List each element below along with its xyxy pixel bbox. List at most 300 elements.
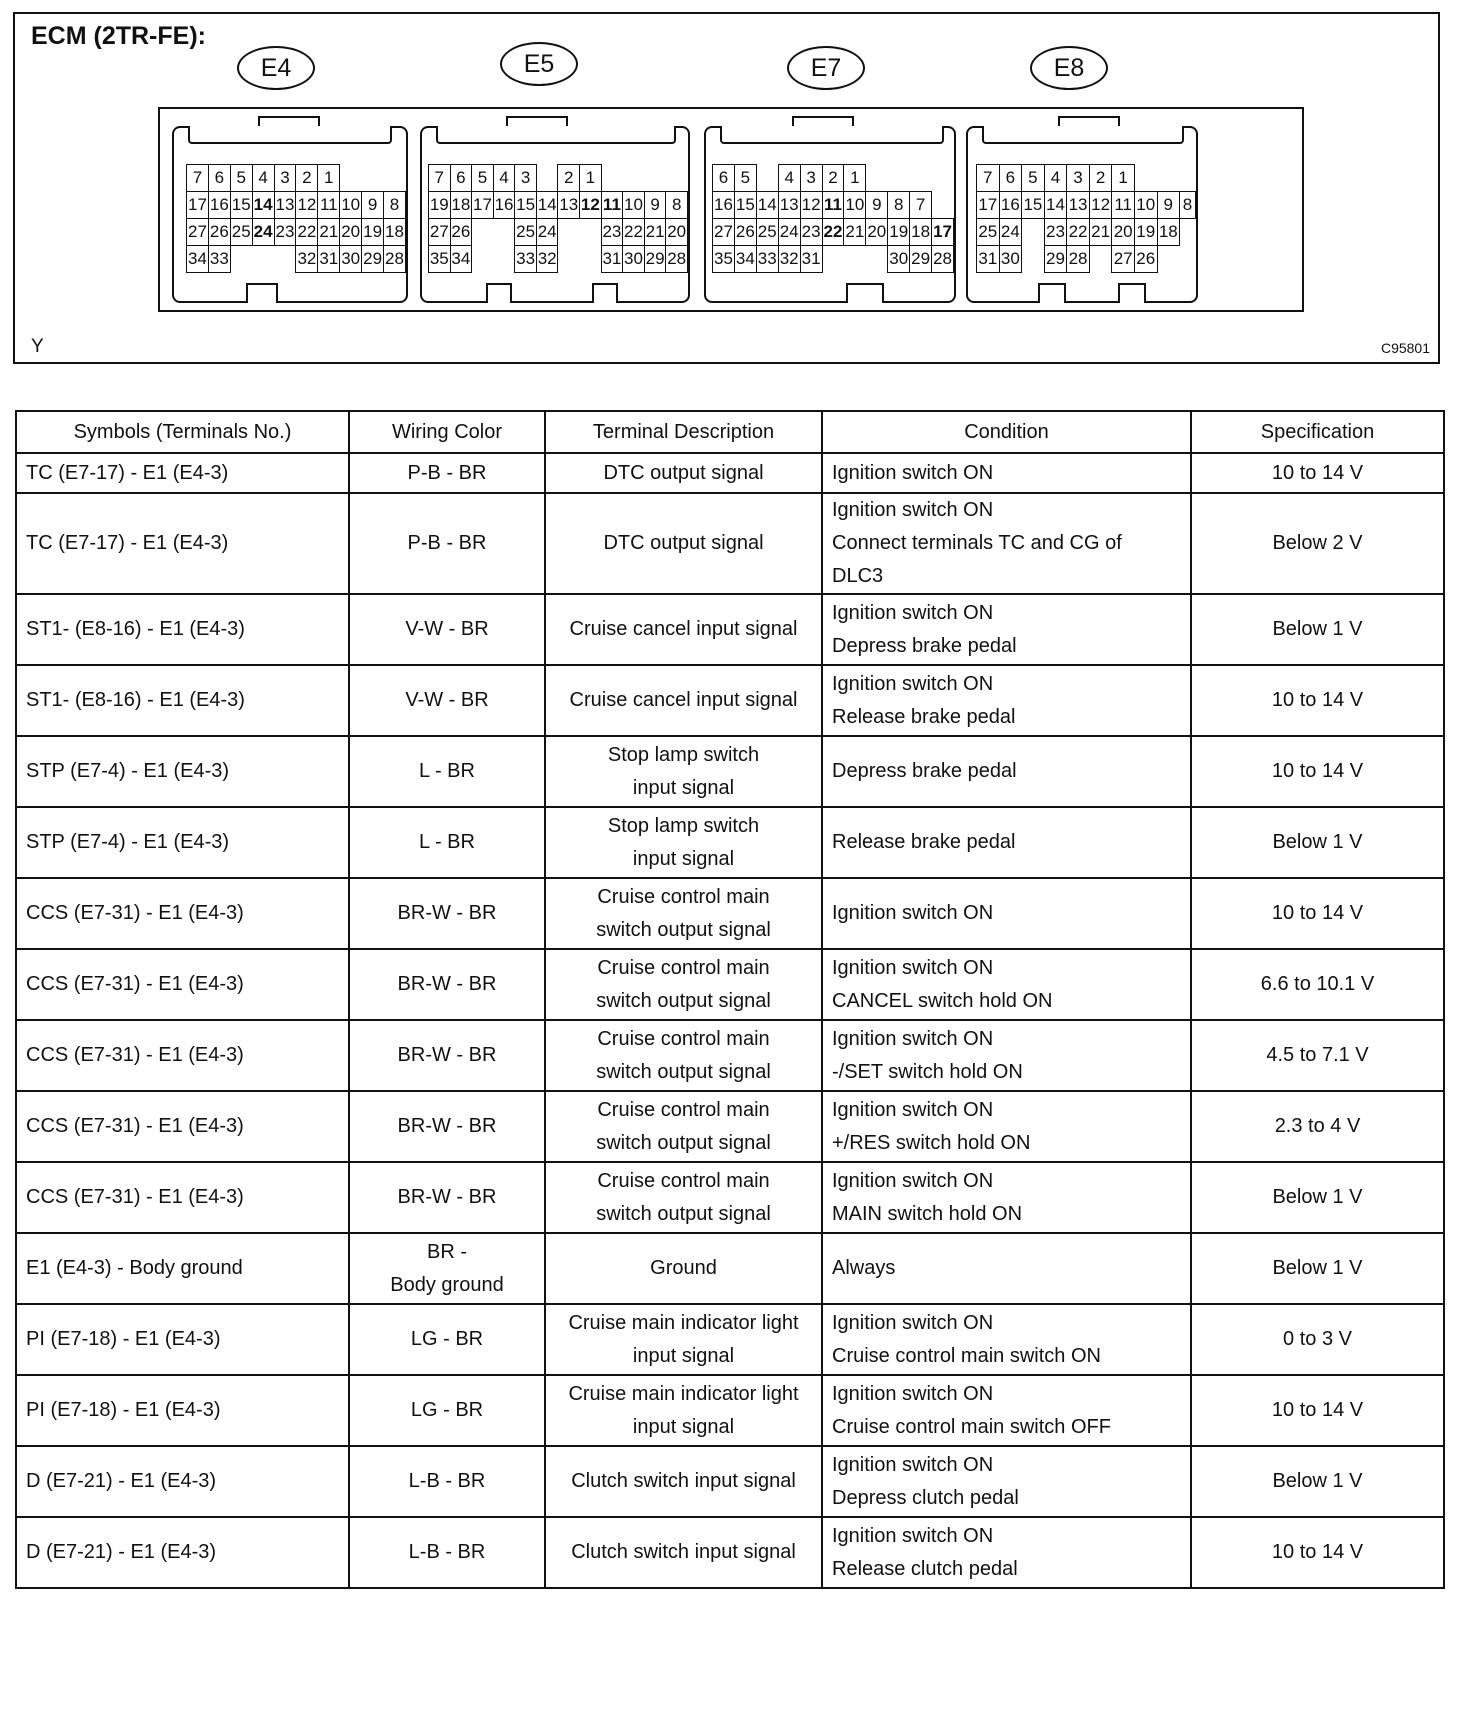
pin-row: [187, 192, 406, 219]
cell-wiring-color-line: BR-W - BR: [397, 1186, 497, 1208]
cell-terminal-description: [545, 493, 822, 594]
pin-e7-34: 34: [734, 246, 756, 273]
pin-e5-6: 6: [450, 165, 472, 192]
pin-gap: [580, 246, 602, 273]
table-body: [16, 453, 1444, 1588]
cell-wiring-color: [349, 594, 545, 665]
cell-condition-line: Ignition switch ON: [832, 672, 994, 695]
pin-e8-31: 31: [977, 246, 1000, 273]
cell-condition: [822, 665, 1191, 736]
cell-symbols: PI (E7-18) - E1 (E4-3): [16, 1304, 349, 1375]
pin-row: [977, 192, 1196, 219]
pin-gap: [274, 246, 296, 273]
pin-e4-17: 17: [187, 192, 209, 219]
cell-condition-line: Ignition switch ON: [832, 1169, 994, 1192]
pin-gap: [536, 165, 558, 192]
pin-e4-8: 8: [384, 192, 406, 219]
cell-wiring-color-line: BR-W - BR: [397, 902, 497, 924]
pin-e5-29: 29: [644, 246, 666, 273]
cell-wiring-color: [349, 493, 545, 594]
cell-symbols: CCS (E7-31) - E1 (E4-3): [16, 1020, 349, 1091]
table-row: [16, 1375, 1444, 1446]
table-row: [16, 878, 1444, 949]
table-row: [16, 1304, 1444, 1375]
pin-e8-17: 17: [977, 192, 1000, 219]
cell-symbols: E1 (E4-3) - Body ground: [16, 1233, 349, 1304]
pin-e5-34: 34: [450, 246, 472, 273]
pin-e8-27: 27: [1112, 246, 1135, 273]
cell-condition-line: Always: [832, 1257, 896, 1279]
cell-wiring-color-line: P-B - BR: [407, 532, 487, 554]
cell-terminal-description-line: input signal: [632, 1344, 735, 1367]
cell-terminal-description-line: Cruise control main: [597, 1027, 770, 1050]
pin-e7-3: 3: [800, 165, 822, 192]
pin-row: [977, 165, 1196, 192]
pin-e8-18: 18: [1157, 219, 1180, 246]
pin-e4-14: 14: [252, 192, 274, 219]
cell-condition-line: Release brake pedal: [832, 705, 1016, 728]
cell-condition: [822, 1304, 1191, 1375]
pin-e8-29: 29: [1044, 246, 1067, 273]
connector-label-e7: E7: [787, 46, 865, 90]
cell-wiring-color: [349, 1304, 545, 1375]
cell-condition-line: Release clutch pedal: [832, 1557, 1018, 1580]
pin-e5-8: 8: [666, 192, 688, 219]
cell-terminal-description-line: Cruise control main: [597, 1169, 770, 1192]
pin-e8-19: 19: [1134, 219, 1157, 246]
pin-gap: [866, 246, 888, 273]
pin-e8-6: 6: [999, 165, 1022, 192]
pin-e4-23: 23: [274, 219, 296, 246]
cell-terminal-description: [545, 1162, 822, 1233]
cell-terminal-description: [545, 1020, 822, 1091]
pin-e7-1: 1: [844, 165, 866, 192]
pin-e4-2: 2: [296, 165, 318, 192]
cell-symbols: CCS (E7-31) - E1 (E4-3): [16, 949, 349, 1020]
connector-keyway: [188, 126, 392, 144]
pin-e8-4: 4: [1044, 165, 1067, 192]
pin-e7-16: 16: [713, 192, 735, 219]
pin-e5-1: 1: [580, 165, 602, 192]
pin-e5-26: 26: [450, 219, 472, 246]
cell-symbols: TC (E7-17) - E1 (E4-3): [16, 453, 349, 493]
pin-e8-16: 16: [999, 192, 1022, 219]
cell-wiring-color: [349, 1091, 545, 1162]
pin-e4-6: 6: [208, 165, 230, 192]
table-header-row: [16, 411, 1444, 453]
cell-condition-line: DLC3: [832, 565, 884, 587]
pin-gap: [558, 246, 580, 273]
pin-e5-10: 10: [623, 192, 645, 219]
pin-e4-24: 24: [252, 219, 274, 246]
pin-e5-27: 27: [429, 219, 451, 246]
cell-wiring-color-line: BR-W - BR: [397, 1044, 497, 1066]
pin-e8-23: 23: [1044, 219, 1067, 246]
cell-condition-line: Ignition switch ON: [832, 1382, 994, 1405]
cell-specification: 4.5 to 7.1 V: [1191, 1020, 1444, 1091]
cell-specification: 10 to 14 V: [1191, 878, 1444, 949]
pin-gap: [844, 246, 866, 273]
pin-row: [187, 219, 406, 246]
header-terminal-description: Terminal Description: [545, 411, 822, 453]
pin-e8-5: 5: [1022, 165, 1045, 192]
pin-e4-20: 20: [340, 219, 362, 246]
cell-terminal-description-line: Cruise cancel input signal: [569, 618, 798, 640]
cell-terminal-description-line: Cruise main indicator light: [568, 1382, 799, 1405]
cell-condition-line: Ignition switch ON: [832, 956, 994, 979]
cell-specification: Below 1 V: [1191, 1162, 1444, 1233]
cell-condition: [822, 1517, 1191, 1588]
cell-terminal-description: [545, 807, 822, 878]
pin-e4-18: 18: [384, 219, 406, 246]
pin-gap: [1089, 246, 1112, 273]
cell-condition-line: Depress brake pedal: [832, 634, 1017, 657]
pin-e5-22: 22: [623, 219, 645, 246]
cell-symbols: ST1- (E8-16) - E1 (E4-3): [16, 594, 349, 665]
cell-wiring-color: [349, 807, 545, 878]
pin-e7-21: 21: [844, 219, 866, 246]
connector-label-e8: E8: [1030, 46, 1108, 90]
cell-specification: Below 2 V: [1191, 493, 1444, 594]
pin-e5-21: 21: [644, 219, 666, 246]
pin-e4-15: 15: [230, 192, 252, 219]
cell-terminal-description-line: Stop lamp switch: [607, 743, 760, 766]
pin-e4-5: 5: [230, 165, 252, 192]
pin-grid-e4: [186, 164, 406, 273]
pin-e8-22: 22: [1067, 219, 1090, 246]
pin-e8-28: 28: [1067, 246, 1090, 273]
cell-terminal-description-line: switch output signal: [596, 989, 771, 1012]
pin-e5-16: 16: [493, 192, 515, 219]
pin-e4-13: 13: [274, 192, 296, 219]
cell-condition: [822, 736, 1191, 807]
cell-terminal-description-line: input signal: [632, 1415, 735, 1438]
cell-condition-line: CANCEL switch hold ON: [832, 989, 1053, 1012]
pin-e7-15: 15: [734, 192, 756, 219]
pin-e8-10: 10: [1134, 192, 1157, 219]
pin-e4-3: 3: [274, 165, 296, 192]
pin-e8-2: 2: [1089, 165, 1112, 192]
cell-condition-line: Ignition switch ON: [832, 1027, 994, 1050]
cell-symbols: STP (E7-4) - E1 (E4-3): [16, 736, 349, 807]
pin-e5-7: 7: [429, 165, 451, 192]
pin-e4-31: 31: [318, 246, 340, 273]
pin-gap: [472, 246, 494, 273]
pin-row: [429, 192, 688, 219]
table-row: [16, 665, 1444, 736]
pin-e8-14: 14: [1044, 192, 1067, 219]
pin-e4-4: 4: [252, 165, 274, 192]
pin-gap: [230, 246, 252, 273]
cell-condition-line: Ignition switch ON: [832, 461, 994, 484]
pin-e7-35: 35: [713, 246, 735, 273]
pin-e5-11: 11: [601, 192, 623, 219]
pin-e7-13: 13: [778, 192, 800, 219]
pin-e7-27: 27: [713, 219, 735, 246]
pin-gap: [493, 246, 515, 273]
table-row: [16, 1446, 1444, 1517]
pin-e4-1: 1: [318, 165, 340, 192]
pin-e7-26: 26: [734, 219, 756, 246]
cell-wiring-color: [349, 878, 545, 949]
cell-condition-line: Ignition switch ON: [832, 902, 994, 924]
pin-e7-22: 22: [822, 219, 844, 246]
cell-symbols: STP (E7-4) - E1 (E4-3): [16, 807, 349, 878]
cell-wiring-color-line: LG - BR: [410, 1399, 484, 1421]
table-row: [16, 1091, 1444, 1162]
connector-notch: [846, 283, 884, 303]
pin-gap: [493, 219, 515, 246]
pin-row: [429, 246, 688, 273]
cell-specification: 2.3 to 4 V: [1191, 1091, 1444, 1162]
pin-e8-11: 11: [1112, 192, 1135, 219]
pin-e4-30: 30: [340, 246, 362, 273]
pin-row: [713, 192, 954, 219]
cell-condition: [822, 594, 1191, 665]
cell-terminal-description: [545, 878, 822, 949]
pin-row: [977, 246, 1196, 273]
pin-e8-7: 7: [977, 165, 1000, 192]
connector-e4: [172, 126, 408, 303]
cell-specification: 10 to 14 V: [1191, 736, 1444, 807]
cell-condition: [822, 453, 1191, 493]
cell-wiring-color-line: LG - BR: [410, 1328, 484, 1350]
cell-terminal-description-line: switch output signal: [596, 1131, 771, 1154]
pin-row: [713, 246, 954, 273]
pin-e5-23: 23: [601, 219, 623, 246]
cell-condition-line: Cruise control main switch ON: [832, 1344, 1101, 1367]
pin-e4-33: 33: [208, 246, 230, 273]
connector-keyway: [436, 126, 676, 144]
pin-e7-20: 20: [866, 219, 888, 246]
cell-symbols: CCS (E7-31) - E1 (E4-3): [16, 1162, 349, 1233]
cell-terminal-description-line: Stop lamp switch: [607, 814, 760, 837]
pin-e8-30: 30: [999, 246, 1022, 273]
connector-e5: [420, 126, 690, 303]
table-row: [16, 594, 1444, 665]
cell-wiring-color-line: V-W - BR: [405, 689, 489, 711]
connector-label-e5: E5: [500, 42, 578, 86]
cell-wiring-color: [349, 665, 545, 736]
connector-keyway: [982, 126, 1184, 144]
table-row: [16, 1020, 1444, 1091]
header-symbols: Symbols (Terminals No.): [16, 411, 349, 453]
cell-terminal-description-line: input signal: [632, 847, 735, 870]
pin-e5-5: 5: [472, 165, 494, 192]
cell-terminal-description: [545, 594, 822, 665]
pin-e5-14: 14: [536, 192, 558, 219]
cell-specification: 0 to 3 V: [1191, 1304, 1444, 1375]
pin-row: [977, 219, 1196, 246]
pin-e7-5: 5: [734, 165, 756, 192]
pin-gap: [252, 246, 274, 273]
pin-e4-34: 34: [187, 246, 209, 273]
cell-terminal-description-line: Cruise cancel input signal: [569, 689, 798, 711]
pin-e8-3: 3: [1067, 165, 1090, 192]
cell-terminal-description-line: Cruise control main: [597, 956, 770, 979]
cell-terminal-description-line: Cruise main indicator light: [568, 1311, 799, 1334]
cell-symbols: TC (E7-17) - E1 (E4-3): [16, 493, 349, 594]
pin-row: [187, 165, 406, 192]
cell-terminal-description: [545, 736, 822, 807]
cell-condition-line: Ignition switch ON: [832, 601, 994, 624]
cell-terminal-description: [545, 665, 822, 736]
pin-row: [429, 165, 688, 192]
cell-condition: [822, 493, 1191, 594]
cell-condition-line: Ignition switch ON: [832, 1098, 994, 1121]
table-row: [16, 949, 1444, 1020]
pin-e7-6: 6: [713, 165, 735, 192]
pin-e4-26: 26: [208, 219, 230, 246]
connector-notch: [1118, 283, 1146, 303]
cell-symbols: CCS (E7-31) - E1 (E4-3): [16, 1091, 349, 1162]
table-row: [16, 1233, 1444, 1304]
cell-wiring-color: [349, 453, 545, 493]
table-row: [16, 736, 1444, 807]
pin-gap: [756, 165, 778, 192]
pin-gap: [472, 219, 494, 246]
pin-grid-e8: [976, 164, 1196, 273]
pin-e7-33: 33: [756, 246, 778, 273]
table-row: [16, 1517, 1444, 1588]
cell-wiring-color: [349, 1517, 545, 1588]
pin-e4-7: 7: [187, 165, 209, 192]
cell-specification: Below 1 V: [1191, 594, 1444, 665]
header-condition: Condition: [822, 411, 1191, 453]
pin-row: [713, 219, 954, 246]
pin-e8-1: 1: [1112, 165, 1135, 192]
pin-e5-33: 33: [515, 246, 537, 273]
pin-e7-32: 32: [778, 246, 800, 273]
cell-condition-line: Depress clutch pedal: [832, 1486, 1019, 1509]
cell-specification: 10 to 14 V: [1191, 1517, 1444, 1588]
cell-condition: [822, 1375, 1191, 1446]
cell-condition: [822, 1020, 1191, 1091]
pin-e5-35: 35: [429, 246, 451, 273]
pin-e7-30: 30: [888, 246, 910, 273]
pin-e7-31: 31: [800, 246, 822, 273]
cell-condition-line: Release brake pedal: [832, 831, 1016, 853]
cell-terminal-description: [545, 1446, 822, 1517]
pin-e8-8: 8: [1180, 192, 1196, 219]
cell-condition-line: Depress brake pedal: [832, 760, 1017, 782]
pin-e8-21: 21: [1089, 219, 1112, 246]
connector-label-e4: E4: [237, 46, 315, 90]
pin-e8-20: 20: [1112, 219, 1135, 246]
pin-e8-24: 24: [999, 219, 1022, 246]
pin-e7-4: 4: [778, 165, 800, 192]
cell-symbols: D (E7-21) - E1 (E4-3): [16, 1517, 349, 1588]
pin-e5-18: 18: [450, 192, 472, 219]
cell-specification: Below 1 V: [1191, 1233, 1444, 1304]
header-wiring-color: Wiring Color: [349, 411, 545, 453]
cell-specification: Below 1 V: [1191, 1446, 1444, 1517]
cell-wiring-color-line: BR-W - BR: [397, 1115, 497, 1137]
cell-condition-line: -/SET switch hold ON: [832, 1060, 1023, 1083]
pin-e5-12: 12: [580, 192, 602, 219]
pin-e5-31: 31: [601, 246, 623, 273]
cell-wiring-color-line: L-B - BR: [408, 1541, 486, 1563]
cell-condition-line: Connect terminals TC and CG of: [832, 532, 1122, 554]
cell-terminal-description-line: Cruise control main: [597, 1098, 770, 1121]
cell-terminal-description: [545, 453, 822, 493]
cell-terminal-description-line: DTC output signal: [603, 532, 764, 554]
cell-terminal-description: [545, 1517, 822, 1588]
terminal-table: [15, 410, 1445, 1589]
cell-condition: [822, 1233, 1191, 1304]
pin-e5-32: 32: [536, 246, 558, 273]
cell-wiring-color-line: L - BR: [419, 831, 475, 853]
ecm-housing: [158, 107, 1304, 312]
pin-e4-29: 29: [362, 246, 384, 273]
figure-corner-letter: Y: [31, 336, 44, 357]
cell-wiring-color: [349, 1375, 545, 1446]
cell-wiring-color-line: BR-W - BR: [397, 973, 497, 995]
cell-wiring-color: [349, 1020, 545, 1091]
cell-wiring-color-line: Body ground: [390, 1273, 504, 1296]
pin-e8-13: 13: [1067, 192, 1090, 219]
cell-condition-line: +/RES switch hold ON: [832, 1131, 1031, 1154]
cell-specification: Below 1 V: [1191, 807, 1444, 878]
pin-grid-e7: [712, 164, 954, 273]
cell-condition-line: Ignition switch ON: [832, 1524, 994, 1547]
pin-e7-25: 25: [756, 219, 778, 246]
pin-e5-2: 2: [558, 165, 580, 192]
pin-e5-17: 17: [472, 192, 494, 219]
pin-e7-12: 12: [800, 192, 822, 219]
pin-e7-18: 18: [910, 219, 932, 246]
pin-e5-15: 15: [515, 192, 537, 219]
table-row: [16, 1162, 1444, 1233]
cell-wiring-color-line: V-W - BR: [405, 618, 489, 640]
cell-terminal-description: [545, 1233, 822, 1304]
table-row: [16, 453, 1444, 493]
pin-gap: [822, 246, 844, 273]
cell-condition: [822, 1162, 1191, 1233]
pin-e5-30: 30: [623, 246, 645, 273]
pin-gap: [1022, 219, 1045, 246]
header-specification: Specification: [1191, 411, 1444, 453]
pin-e7-10: 10: [844, 192, 866, 219]
connector-notch: [1038, 283, 1066, 303]
pin-e4-32: 32: [296, 246, 318, 273]
cell-condition-line: MAIN switch hold ON: [832, 1202, 1023, 1225]
cell-terminal-description-line: switch output signal: [596, 1060, 771, 1083]
pin-e4-25: 25: [230, 219, 252, 246]
pin-row: [713, 165, 954, 192]
cell-terminal-description-line: DTC output signal: [603, 461, 764, 484]
cell-terminal-description-line: Clutch switch input signal: [571, 1541, 796, 1563]
cell-terminal-description-line: switch output signal: [596, 1202, 771, 1225]
cell-terminal-description-line: switch output signal: [596, 918, 771, 941]
pin-e5-25: 25: [515, 219, 537, 246]
cell-specification: 6.6 to 10.1 V: [1191, 949, 1444, 1020]
pin-e7-28: 28: [932, 246, 954, 273]
cell-wiring-color: [349, 1446, 545, 1517]
cell-wiring-color-line: L-B - BR: [408, 1470, 486, 1492]
pin-e7-11: 11: [822, 192, 844, 219]
pin-e5-19: 19: [429, 192, 451, 219]
pin-e4-21: 21: [318, 219, 340, 246]
pin-e4-19: 19: [362, 219, 384, 246]
pin-e4-27: 27: [187, 219, 209, 246]
cell-symbols: PI (E7-18) - E1 (E4-3): [16, 1375, 349, 1446]
pin-e7-9: 9: [866, 192, 888, 219]
pin-e4-16: 16: [208, 192, 230, 219]
pin-e7-8: 8: [888, 192, 910, 219]
connector-notch: [246, 283, 278, 303]
cell-condition: [822, 807, 1191, 878]
